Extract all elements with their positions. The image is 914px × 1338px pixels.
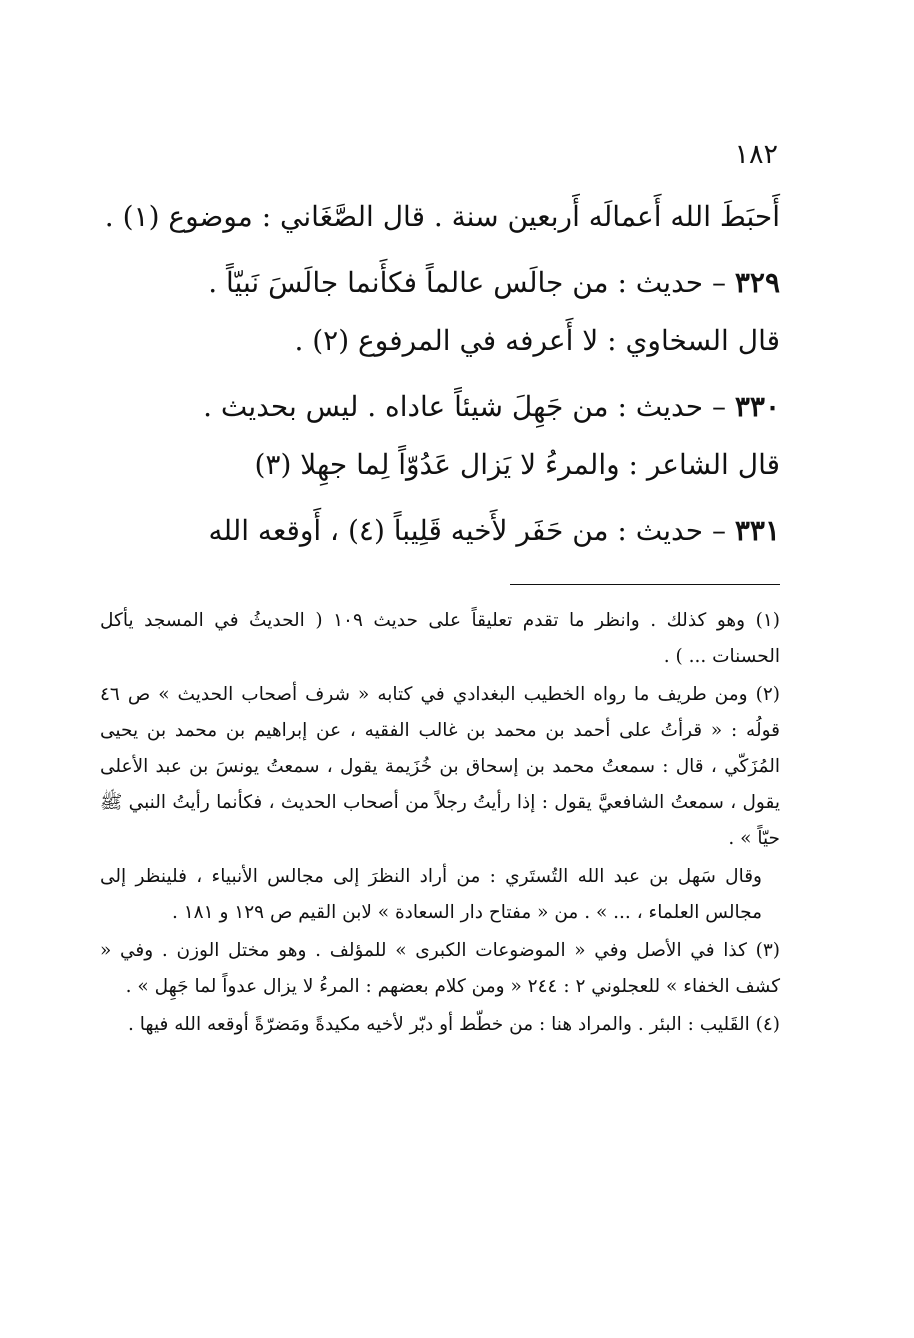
hadith-330 [100, 378, 780, 436]
hadith-number: ٣٢٩ [734, 266, 780, 299]
hadith-329 [100, 254, 780, 312]
footnote-divider [510, 584, 780, 585]
footnote: (٣) كذا في الأصل وفي « الموضوعات الكبرى » للمؤلف . وهو مختل الوزن . وفي « كشف الخفاء » للعجلوني ٢ : ٢٤٤ « ومن كلام بعضهم : المرءُ لا يزال عدواً لما جَهِل » . [100, 940, 780, 997]
footnotes [100, 603, 780, 1043]
book-page [100, 135, 780, 1045]
hadith-text: – حديث : من جَهِلَ شيئاً عاداه . ليس بحديث . [203, 390, 735, 423]
footnote-continuation: وقال سَهل بن عبد الله التُستَري : من أراد النظرَ إلى مجالس الأنبياء ، فلينظر إلى مجالس العلماء ، ... » . من « مفتاح دار السعادة » لابن القيم ص ١٢٩ و ١٨١ . [100, 866, 762, 923]
hadith-comment: قال الشاعر : والمرءُ لا يَزال عَدُوّاً لِما جهِلا (٣) [254, 448, 780, 481]
page-number: ١٨٢ [734, 139, 778, 170]
hadith-comment: قال السخاوي : لا أَعرفه في المرفوع (٢) . [294, 324, 780, 357]
hadith-number: ٣٣٠ [734, 390, 780, 423]
footnote: (١) وهو كذلك . وانظر ما تقدم تعليقاً على حديث ١٠٩ ( الحديثُ في المسجد يأكل الحسنات ... ) . [100, 610, 781, 667]
hadith-text: – حديث : من حَفَر لأَخيه قَلِيباً (٤) ، أَوقعه الله [208, 514, 735, 547]
hadith-331 [100, 502, 780, 560]
hadith-number: ٣٣١ [734, 514, 780, 547]
hadith-text: – حديث : من جالَس عالماً فكأَنما جالَسَ نَبيّاً . [208, 266, 735, 299]
main-text [100, 188, 780, 560]
footnote: (٤) القَليب : البئر . والمراد هنا : من خطّط أو دبّر لأخيه مكيدةً ومَضرّةً أوقعه الله فيها . [128, 1014, 780, 1035]
footnote: (٢) ومن طريف ما رواه الخطيب البغدادي في كتابه « شرف أصحاب الحديث » ص ٤٦ قولُه : « قرأتُ على أحمد بن محمد بن غالب الفقيه ، عن إبراهيم بن محمد بن يحيى المُزَكّي ، قال : سمعتُ محمد بن إسحاق بن خُزَيمة يقول ، سمعتُ يونسَ بن عبد الأعلى يقول ، سمعتُ الشافعيَّ يقول : إذا رأيتُ رجلاً من أصحاب الحديث ، فكأنما رأيتُ النبي ﷺ حيّاً » . [100, 684, 780, 849]
text-line: أَحبَطَ الله أَعمالَه أَربعين سنة . قال الصَّغَاني : موضوع (١) . [104, 200, 780, 233]
